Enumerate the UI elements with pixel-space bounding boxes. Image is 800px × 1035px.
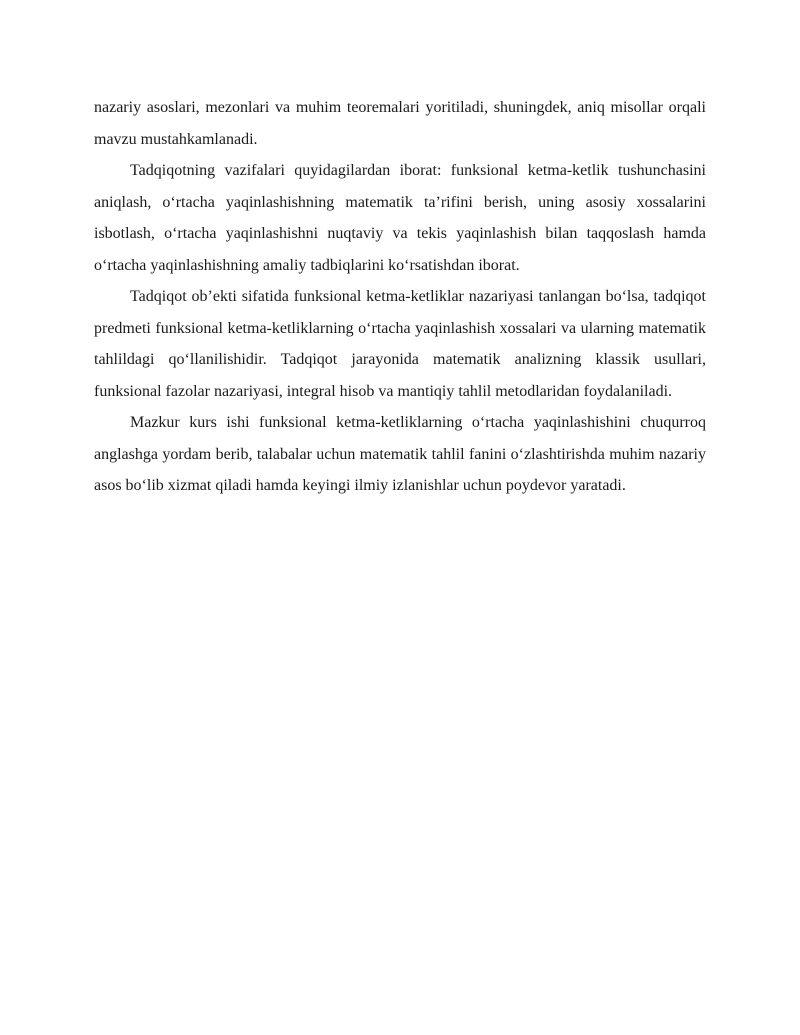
paragraph-conclusion: Mazkur kurs ishi funksional ketma-ketliklarning o‘rtacha yaqinlashishini chuqurroq anglashga yordam berib, talabalar uchun matematik tahlil fanini o‘zlashtirishda muhim nazariy asos bo‘lib xizmat qiladi hamda keyingi ilmiy izlanishlar uchun poydevor yaratadi.: [94, 414, 706, 494]
paragraph-object-subject: Tadqiqot ob’ekti sifatida funksional ketma-ketliklar nazariyasi tanlangan bo‘lsa, tadqiqot predmeti funksional ketma-ketliklarning o‘rtacha yaqinlashish xossalari va ularning matematik tahlildagi qo‘llanilishidir. Tadqiqot jarayonida matematik analizning klassik usullari, funksional fazolar nazariyasi, integral hisob va mantiqiy tahlil metodlaridan foydalaniladi.: [94, 288, 706, 400]
paragraph-tasks: Tadqiqotning vazifalari quyidagilardan iborat: funksional ketma-ketlik tushunchasini aniqlash, o‘rtacha yaqinlashishning matematik ta’rifini berish, uning asosiy xossalarini isbotlash, o‘rtacha yaqinlashishni nuqtaviy va tekis yaqinlashish bilan taqqoslash hamda o‘rtacha yaqinlashishning amaliy tadbiqlarini ko‘rsatishdan iborat.: [94, 162, 706, 274]
document-body: [94, 92, 706, 502]
paragraph-continuation: nazariy asoslari, mezonlari va muhim teoremalari yoritiladi, shuningdek, aniq misollar orqali mavzu mustahkamlanadi.: [94, 99, 706, 148]
